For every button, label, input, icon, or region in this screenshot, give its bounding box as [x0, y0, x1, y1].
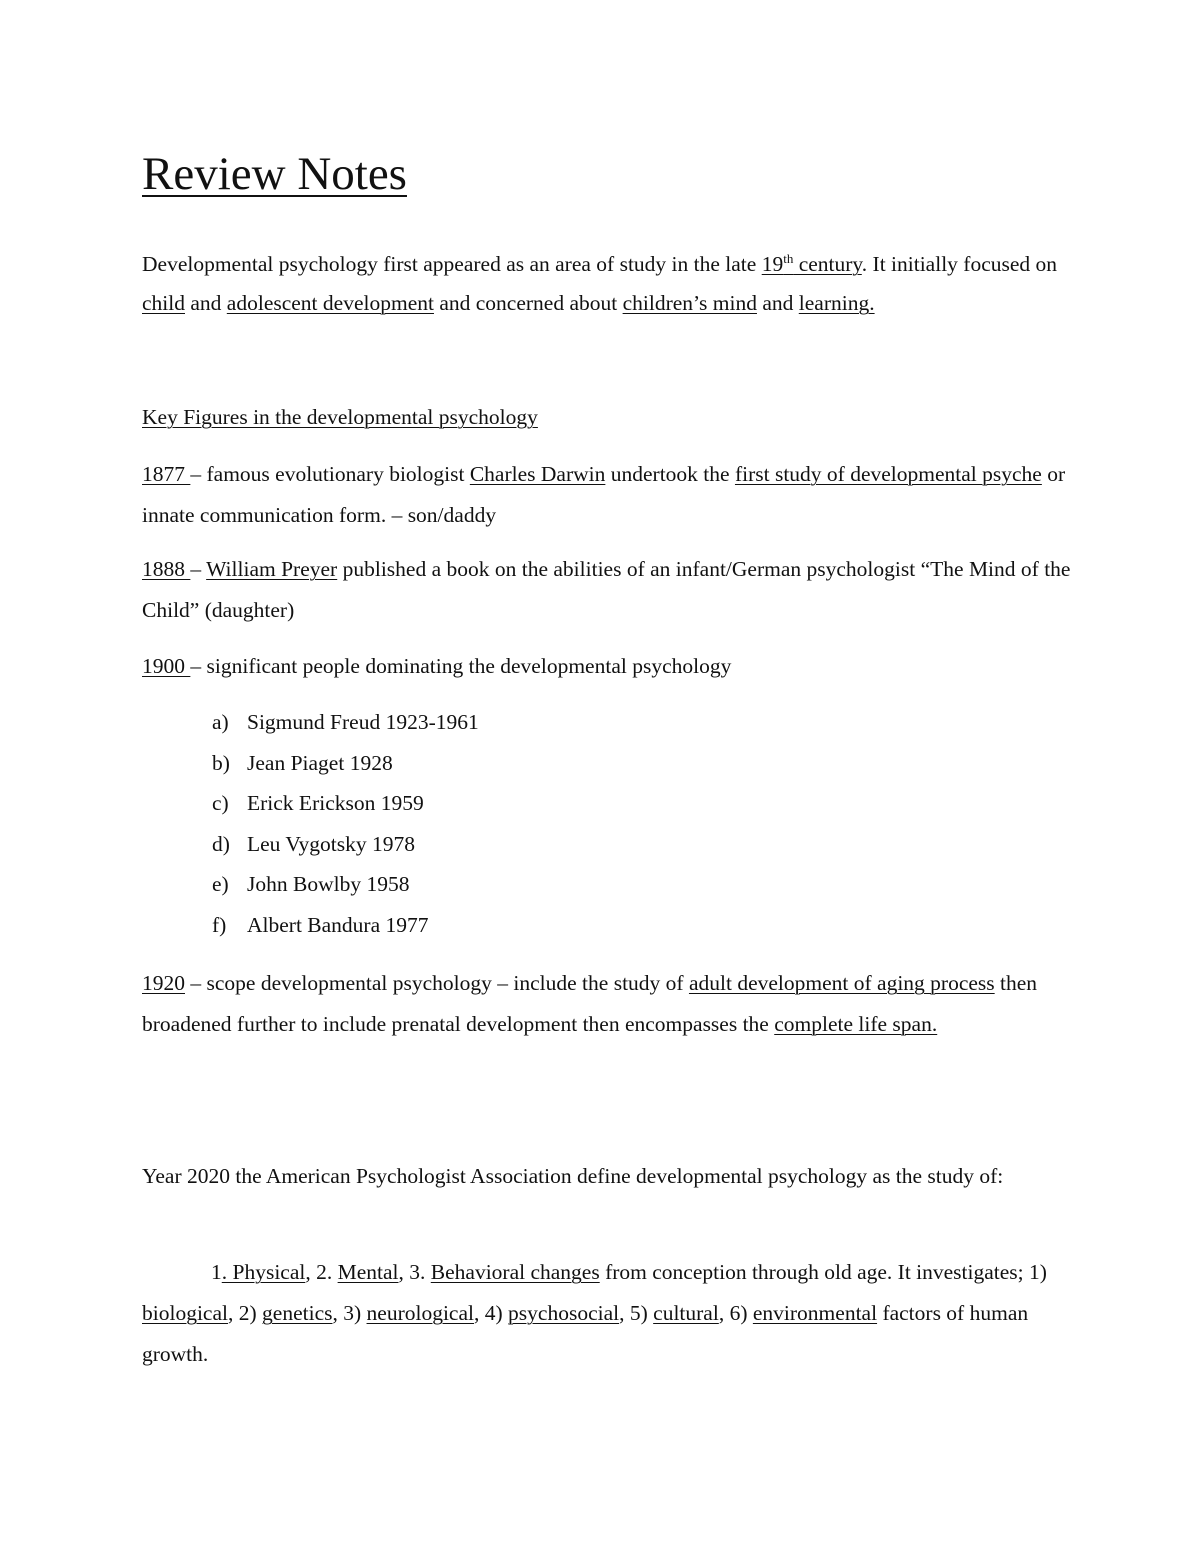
list-item: b) Jean Piaget 1928 — [212, 750, 393, 775]
key-figures-list — [212, 702, 479, 946]
apa-definition-paragraph: Year 2020 the American Psychologist Association define developmental psychology as the study of: — [142, 1164, 1004, 1188]
timeline-entry-1900: 1900 – significant people dominating the developmental psychology — [142, 654, 732, 678]
list-item: f) Albert Bandura 1977 — [212, 912, 429, 937]
list-item: c) Erick Erickson 1959 — [212, 791, 424, 816]
section-heading: Key Figures in the developmental psychology — [142, 405, 538, 429]
apa-definition-details: 1. Physical, 2. Mental, 3. Behavioral changes from conception through old age. It investigates; 1) biological, 2) genetics, 3) neurological, 4) psychosocial, 5) cultural, 6) environmental factors of human growth. — [142, 1260, 1047, 1366]
list-item: d) Leu Vygotsky 1978 — [212, 831, 416, 856]
timeline-entry-1920: 1920 – scope developmental psychology – include the study of adult development of aging process then broadened further to include prenatal development then encompasses the complete life span. — [142, 971, 1038, 1036]
list-item: e) John Bowlby 1958 — [212, 872, 410, 897]
intro-paragraph: Developmental psychology first appeared as an area of study in the late 19th century. It initially focused on child and adolescent development and concerned about children’s mind and learning. — [142, 250, 1058, 315]
timeline-entry-1888: 1888 – William Preyer published a book on the abilities of an infant/German psychologist “The Mind of the Child” (daughter) — [142, 557, 1071, 622]
timeline-entry-1877: 1877 – famous evolutionary biologist Charles Darwin undertook the first study of developmental psyche or innate communication form. – son/daddy — [142, 462, 1066, 527]
page-title: Review Notes — [142, 148, 407, 200]
list-item: a) Sigmund Freud 1923-1961 — [212, 710, 479, 734]
